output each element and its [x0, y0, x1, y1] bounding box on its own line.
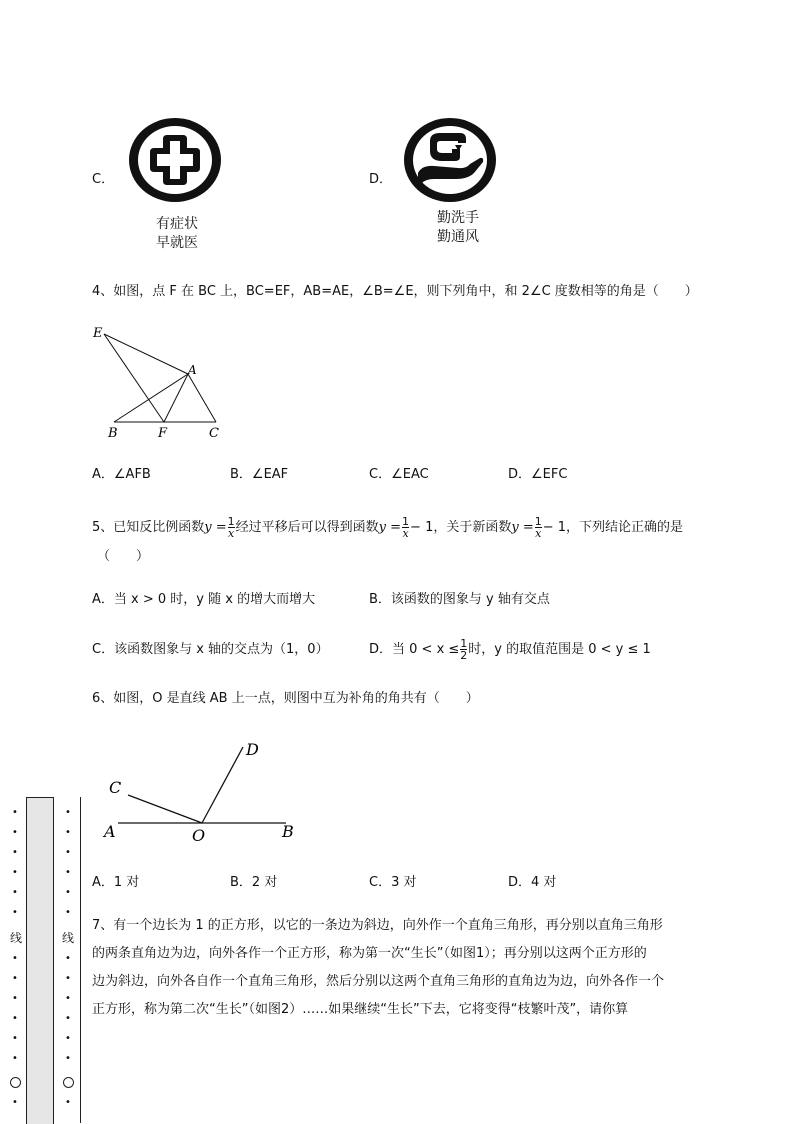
- q5-option-a: A．当 x > 0 时，y 随 x 的增大而增大: [92, 592, 316, 607]
- binding-dots-right-lower: • • • • • •: [65, 953, 71, 1064]
- binding-word-right: 线: [62, 931, 75, 945]
- label-c: C: [209, 426, 219, 441]
- binding-dots-left-bottom: •: [12, 1097, 18, 1108]
- q5-option-c: C．该函数图象与 x 轴的交点为（1，0）: [92, 642, 329, 657]
- q5-option-b: B．该函数的图象与 y 轴有交点: [369, 592, 550, 607]
- label-b: B: [282, 822, 294, 841]
- q6-option-b: B．2 对: [230, 875, 278, 890]
- ray-od: [202, 747, 243, 823]
- q4-option-d: D．∠EFC: [508, 467, 568, 482]
- binding-dots-left: • • • • • •: [12, 807, 18, 918]
- question-4-figure: [88, 322, 228, 442]
- medical-cross-icon: [125, 113, 226, 207]
- question-7-line: 正方形，称为第二次“生长”（如图2）……如果继续“生长”下去，它将变得“枝繁叶茂”，请你算: [92, 1002, 629, 1017]
- question-4-stem: 4、如图，点 F 在 BC 上，BC=EF，AB=AE，∠B=∠E，则下列角中，和 2∠C 度数相等的角是（ ）: [92, 284, 698, 299]
- segment-ab: [114, 374, 188, 422]
- question-5-stem-line2: （ ）: [97, 549, 150, 564]
- fraction-1-over-x: $\frac{1}{x}$: [227, 515, 235, 540]
- question-7-line: 7、有一个边长为 1 的正方形，以它的一条边为斜边，向外作一个直角三角形，再分别以直角三角形: [92, 918, 663, 933]
- binding-dots-right: • • • • • •: [65, 807, 71, 918]
- segment-ea: [104, 334, 188, 374]
- binding-strip-rule: [80, 797, 81, 1123]
- binding-hole-right: [63, 1077, 74, 1088]
- option-d-label: D．: [369, 172, 393, 187]
- label-o: O: [192, 826, 206, 845]
- hand-washing-icon: [400, 113, 501, 207]
- question-7-line: 的两条直角边为边，向外各作一个正方形，称为第一次“生长”（如图1）；再分别以这两个正方形的: [92, 946, 647, 961]
- q5-option-d: D．当 0 < x ≤ $\frac{1}{2}$ 时，y 的取值范围是 0 < y ≤ 1: [369, 637, 651, 662]
- ray-oc: [128, 795, 202, 823]
- binding-dots-right-bottom: •: [65, 1097, 71, 1108]
- label-b: B: [108, 426, 118, 441]
- question-7-stem: [92, 912, 752, 1024]
- question-6-stem: 6、如图，O 是直线 AB 上一点，则图中互为补角的角共有（ ）: [92, 691, 479, 706]
- label-e: E: [93, 326, 103, 341]
- binding-strip: [26, 797, 54, 1124]
- label-a: A: [188, 363, 197, 377]
- label-f: F: [158, 426, 168, 441]
- question-5-stem: 5、已知反比例函数y = $\frac{1}{x}$ 经过平移后可以得到函数y = $\frac{1}{x}$ − 1，关于新函数y = $\frac{1}{x}$ − 1，下列结论正确的是: [92, 515, 684, 540]
- q4-option-c: C．∠EAC: [369, 467, 429, 482]
- option-c-caption: 有症状 早就医: [156, 216, 198, 251]
- segment-ac: [188, 374, 216, 422]
- q4-option-b: B．∠EAF: [230, 467, 289, 482]
- question-7-line: 边为斜边，向外各自作一个直角三角形，然后分别以这两个直角三角形的直角边为边，向外各作一个: [92, 974, 665, 989]
- binding-hole-left: [10, 1077, 21, 1088]
- q6-option-a: A．1 对: [92, 875, 140, 890]
- label-d: D: [246, 740, 259, 759]
- binding-dots-left-lower: • • • • • •: [12, 953, 18, 1064]
- binding-word-left: 线: [10, 931, 23, 945]
- label-a: A: [104, 822, 116, 841]
- option-d-caption: 勤洗手 勤通风: [437, 210, 479, 245]
- question-6-figure: [100, 735, 300, 845]
- fraction-1-over-2: $\frac{1}{2}$: [460, 637, 468, 662]
- label-c: C: [109, 778, 122, 797]
- q6-option-d: D．4 对: [508, 875, 557, 890]
- q6-option-c: C．3 对: [369, 875, 417, 890]
- q4-option-a: A．∠AFB: [92, 467, 151, 482]
- option-c-label: C．: [92, 172, 115, 187]
